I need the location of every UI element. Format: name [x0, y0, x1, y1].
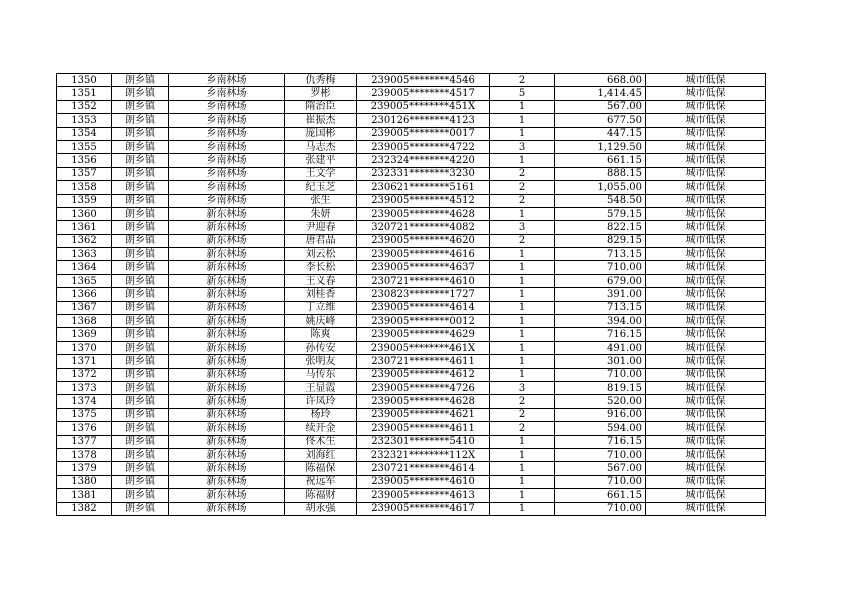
- person-name-cell: 杨玲: [285, 408, 357, 421]
- id-number-cell: 230721********4610: [357, 274, 490, 287]
- forest-farm-cell: 新东林场: [169, 315, 285, 328]
- amount-cell: 710.00: [555, 448, 646, 461]
- row-number-cell: 1377: [57, 435, 112, 448]
- household-size-cell: 1: [490, 341, 555, 354]
- person-name-cell: 罗彬: [285, 87, 357, 100]
- assistance-type-cell: 城市低保: [646, 328, 766, 341]
- person-name-cell: 陈福财: [285, 489, 357, 502]
- household-size-cell: 2: [490, 408, 555, 421]
- town-cell: 朗乡镇: [112, 422, 169, 435]
- household-size-cell: 5: [490, 87, 555, 100]
- person-name-cell: 刘桂香: [285, 288, 357, 301]
- forest-farm-cell: 乡南林场: [169, 74, 285, 87]
- amount-cell: 594.00: [555, 422, 646, 435]
- table-row: [57, 181, 766, 194]
- town-cell: 朗乡镇: [112, 489, 169, 502]
- row-number-cell: 1374: [57, 395, 112, 408]
- town-cell: 朗乡镇: [112, 502, 169, 515]
- household-size-cell: 1: [490, 114, 555, 127]
- table-row: [57, 368, 766, 381]
- household-size-cell: 2: [490, 181, 555, 194]
- amount-cell: 710.00: [555, 475, 646, 488]
- assistance-type-cell: 城市低保: [646, 140, 766, 153]
- id-number-cell: 239005********4616: [357, 248, 490, 261]
- row-number-cell: 1351: [57, 87, 112, 100]
- town-cell: 朗乡镇: [112, 328, 169, 341]
- town-cell: 朗乡镇: [112, 475, 169, 488]
- town-cell: 朗乡镇: [112, 448, 169, 461]
- assistance-type-cell: 城市低保: [646, 315, 766, 328]
- amount-cell: 661.15: [555, 154, 646, 167]
- forest-farm-cell: 新东林场: [169, 462, 285, 475]
- assistance-type-cell: 城市低保: [646, 74, 766, 87]
- amount-cell: 829.15: [555, 234, 646, 247]
- amount-cell: 710.00: [555, 368, 646, 381]
- id-number-cell: 239005********4612: [357, 368, 490, 381]
- assistance-type-cell: 城市低保: [646, 301, 766, 314]
- assistance-type-cell: 城市低保: [646, 448, 766, 461]
- table-row: [57, 435, 766, 448]
- amount-cell: 520.00: [555, 395, 646, 408]
- forest-farm-cell: 新东林场: [169, 435, 285, 448]
- table-row: [57, 87, 766, 100]
- amount-cell: 1,129.50: [555, 140, 646, 153]
- id-number-cell: 239005********4546: [357, 74, 490, 87]
- household-size-cell: 2: [490, 395, 555, 408]
- assistance-type-cell: 城市低保: [646, 274, 766, 287]
- forest-farm-cell: 新东林场: [169, 248, 285, 261]
- assistance-type-cell: 城市低保: [646, 181, 766, 194]
- id-number-cell: 239005********4620: [357, 234, 490, 247]
- assistance-type-cell: 城市低保: [646, 502, 766, 515]
- row-number-cell: 1360: [57, 207, 112, 220]
- forest-farm-cell: 新东林场: [169, 341, 285, 354]
- table-row: [57, 341, 766, 354]
- person-name-cell: 王义春: [285, 274, 357, 287]
- town-cell: 朗乡镇: [112, 154, 169, 167]
- town-cell: 朗乡镇: [112, 167, 169, 180]
- person-name-cell: 隋治臣: [285, 100, 357, 113]
- assistance-type-cell: 城市低保: [646, 221, 766, 234]
- amount-cell: 677.50: [555, 114, 646, 127]
- row-number-cell: 1366: [57, 288, 112, 301]
- row-number-cell: 1364: [57, 261, 112, 274]
- assistance-type-cell: 城市低保: [646, 248, 766, 261]
- id-number-cell: 239005********4613: [357, 489, 490, 502]
- person-name-cell: 刘云松: [285, 248, 357, 261]
- forest-farm-cell: 新东林场: [169, 475, 285, 488]
- table-row: [57, 261, 766, 274]
- town-cell: 朗乡镇: [112, 248, 169, 261]
- household-size-cell: 1: [490, 328, 555, 341]
- row-number-cell: 1352: [57, 100, 112, 113]
- assistance-type-cell: 城市低保: [646, 234, 766, 247]
- row-number-cell: 1361: [57, 221, 112, 234]
- amount-cell: 713.15: [555, 248, 646, 261]
- table-row: [57, 462, 766, 475]
- forest-farm-cell: 新东林场: [169, 207, 285, 220]
- amount-cell: 301.00: [555, 355, 646, 368]
- person-name-cell: 王文学: [285, 167, 357, 180]
- household-size-cell: 1: [490, 502, 555, 515]
- person-name-cell: 续开金: [285, 422, 357, 435]
- person-name-cell: 庞国彬: [285, 127, 357, 140]
- amount-cell: 716.15: [555, 435, 646, 448]
- forest-farm-cell: 乡南林场: [169, 100, 285, 113]
- row-number-cell: 1372: [57, 368, 112, 381]
- household-size-cell: 1: [490, 301, 555, 314]
- id-number-cell: 230126********4123: [357, 114, 490, 127]
- household-size-cell: 1: [490, 448, 555, 461]
- person-name-cell: 王显霞: [285, 381, 357, 394]
- forest-farm-cell: 新东林场: [169, 489, 285, 502]
- amount-cell: 710.00: [555, 261, 646, 274]
- town-cell: 朗乡镇: [112, 127, 169, 140]
- id-number-cell: 239005********4628: [357, 207, 490, 220]
- forest-farm-cell: 新东林场: [169, 408, 285, 421]
- row-number-cell: 1363: [57, 248, 112, 261]
- forest-farm-cell: 乡南林场: [169, 154, 285, 167]
- forest-farm-cell: 新东林场: [169, 422, 285, 435]
- person-name-cell: 张生: [285, 194, 357, 207]
- assistance-type-cell: 城市低保: [646, 408, 766, 421]
- table-row: [57, 74, 766, 87]
- person-name-cell: 张建平: [285, 154, 357, 167]
- amount-cell: 916.00: [555, 408, 646, 421]
- household-size-cell: 2: [490, 194, 555, 207]
- id-number-cell: 239005********0017: [357, 127, 490, 140]
- forest-farm-cell: 新东林场: [169, 368, 285, 381]
- table-row: [57, 475, 766, 488]
- person-name-cell: 张明友: [285, 355, 357, 368]
- town-cell: 朗乡镇: [112, 114, 169, 127]
- town-cell: 朗乡镇: [112, 181, 169, 194]
- household-size-cell: 3: [490, 140, 555, 153]
- town-cell: 朗乡镇: [112, 301, 169, 314]
- row-number-cell: 1376: [57, 422, 112, 435]
- id-number-cell: 230721********4611: [357, 355, 490, 368]
- id-number-cell: 230721********4614: [357, 462, 490, 475]
- person-name-cell: 仇秀梅: [285, 74, 357, 87]
- id-number-cell: 239005********4517: [357, 87, 490, 100]
- person-name-cell: 陈福保: [285, 462, 357, 475]
- id-number-cell: 239005********4621: [357, 408, 490, 421]
- amount-cell: 668.00: [555, 74, 646, 87]
- id-number-cell: 239005********4629: [357, 328, 490, 341]
- household-size-cell: 1: [490, 355, 555, 368]
- household-size-cell: 1: [490, 127, 555, 140]
- forest-farm-cell: 新东林场: [169, 301, 285, 314]
- row-number-cell: 1353: [57, 114, 112, 127]
- forest-farm-cell: 乡南林场: [169, 140, 285, 153]
- id-number-cell: 239005********4610: [357, 475, 490, 488]
- table-row: [57, 114, 766, 127]
- forest-farm-cell: 新东林场: [169, 395, 285, 408]
- forest-farm-cell: 新东林场: [169, 381, 285, 394]
- household-size-cell: 1: [490, 315, 555, 328]
- amount-cell: 447.15: [555, 127, 646, 140]
- id-number-cell: 230621********5161: [357, 181, 490, 194]
- household-size-cell: 2: [490, 74, 555, 87]
- person-name-cell: 尹迎春: [285, 221, 357, 234]
- id-number-cell: 232331********3230: [357, 167, 490, 180]
- household-size-cell: 1: [490, 274, 555, 287]
- town-cell: 朗乡镇: [112, 315, 169, 328]
- id-number-cell: 239005********4637: [357, 261, 490, 274]
- household-size-cell: 2: [490, 422, 555, 435]
- table-row: [57, 100, 766, 113]
- household-size-cell: 1: [490, 248, 555, 261]
- table-row: [57, 194, 766, 207]
- town-cell: 朗乡镇: [112, 435, 169, 448]
- amount-cell: 548.50: [555, 194, 646, 207]
- forest-farm-cell: 新东林场: [169, 261, 285, 274]
- town-cell: 朗乡镇: [112, 74, 169, 87]
- table-row: [57, 355, 766, 368]
- table-row: [57, 502, 766, 515]
- household-size-cell: 1: [490, 100, 555, 113]
- id-number-cell: 239005********4726: [357, 381, 490, 394]
- assistance-type-cell: 城市低保: [646, 207, 766, 220]
- forest-farm-cell: 乡南林场: [169, 181, 285, 194]
- table-row: [57, 315, 766, 328]
- forest-farm-cell: 新东林场: [169, 221, 285, 234]
- town-cell: 朗乡镇: [112, 408, 169, 421]
- person-name-cell: 陈爽: [285, 328, 357, 341]
- assistance-type-cell: 城市低保: [646, 395, 766, 408]
- forest-farm-cell: 新东林场: [169, 274, 285, 287]
- household-size-cell: 3: [490, 381, 555, 394]
- row-number-cell: 1375: [57, 408, 112, 421]
- id-number-cell: 239005********461X: [357, 341, 490, 354]
- person-name-cell: 佟术生: [285, 435, 357, 448]
- assistance-type-cell: 城市低保: [646, 368, 766, 381]
- person-name-cell: 朱妍: [285, 207, 357, 220]
- household-size-cell: 1: [490, 462, 555, 475]
- table-row: [57, 167, 766, 180]
- town-cell: 朗乡镇: [112, 341, 169, 354]
- row-number-cell: 1367: [57, 301, 112, 314]
- table-row: [57, 207, 766, 220]
- row-number-cell: 1358: [57, 181, 112, 194]
- forest-farm-cell: 新东林场: [169, 328, 285, 341]
- assistance-type-cell: 城市低保: [646, 462, 766, 475]
- assistance-type-cell: 城市低保: [646, 381, 766, 394]
- row-number-cell: 1379: [57, 462, 112, 475]
- amount-cell: 1,414.45: [555, 87, 646, 100]
- assistance-type-cell: 城市低保: [646, 489, 766, 502]
- row-number-cell: 1370: [57, 341, 112, 354]
- amount-cell: 391.00: [555, 288, 646, 301]
- id-number-cell: 230823********1727: [357, 288, 490, 301]
- id-number-cell: 239005********4628: [357, 395, 490, 408]
- amount-cell: 567.00: [555, 462, 646, 475]
- table-row: [57, 408, 766, 421]
- id-number-cell: 232324********4220: [357, 154, 490, 167]
- assistance-type-cell: 城市低保: [646, 288, 766, 301]
- assistance-type-cell: 城市低保: [646, 475, 766, 488]
- household-size-cell: 1: [490, 489, 555, 502]
- id-number-cell: 232321********112X: [357, 448, 490, 461]
- town-cell: 朗乡镇: [112, 462, 169, 475]
- assistance-type-cell: 城市低保: [646, 261, 766, 274]
- town-cell: 朗乡镇: [112, 395, 169, 408]
- row-number-cell: 1382: [57, 502, 112, 515]
- id-number-cell: 239005********4512: [357, 194, 490, 207]
- forest-farm-cell: 乡南林场: [169, 194, 285, 207]
- row-number-cell: 1365: [57, 274, 112, 287]
- table-row: [57, 422, 766, 435]
- forest-farm-cell: 乡南林场: [169, 127, 285, 140]
- person-name-cell: 胡永强: [285, 502, 357, 515]
- household-size-cell: 3: [490, 221, 555, 234]
- town-cell: 朗乡镇: [112, 207, 169, 220]
- household-size-cell: 1: [490, 288, 555, 301]
- household-size-cell: 1: [490, 207, 555, 220]
- row-number-cell: 1380: [57, 475, 112, 488]
- forest-farm-cell: 新东林场: [169, 355, 285, 368]
- amount-cell: 819.15: [555, 381, 646, 394]
- row-number-cell: 1362: [57, 234, 112, 247]
- person-name-cell: 唐君晶: [285, 234, 357, 247]
- town-cell: 朗乡镇: [112, 100, 169, 113]
- id-number-cell: 232301********5410: [357, 435, 490, 448]
- amount-cell: 713.15: [555, 301, 646, 314]
- amount-cell: 567.00: [555, 100, 646, 113]
- assistance-type-cell: 城市低保: [646, 422, 766, 435]
- table-row: [57, 154, 766, 167]
- person-name-cell: 祝远军: [285, 475, 357, 488]
- town-cell: 朗乡镇: [112, 87, 169, 100]
- assistance-type-cell: 城市低保: [646, 435, 766, 448]
- table-row: [57, 140, 766, 153]
- town-cell: 朗乡镇: [112, 368, 169, 381]
- assistance-table: [56, 73, 766, 516]
- town-cell: 朗乡镇: [112, 140, 169, 153]
- person-name-cell: 马传东: [285, 368, 357, 381]
- person-name-cell: 丁立维: [285, 301, 357, 314]
- person-name-cell: 马志杰: [285, 140, 357, 153]
- assistance-type-cell: 城市低保: [646, 355, 766, 368]
- town-cell: 朗乡镇: [112, 288, 169, 301]
- person-name-cell: 崔振杰: [285, 114, 357, 127]
- table-row: [57, 221, 766, 234]
- table-row: [57, 274, 766, 287]
- table-body: [57, 74, 766, 516]
- person-name-cell: 许凤玲: [285, 395, 357, 408]
- table-row: [57, 301, 766, 314]
- id-number-cell: 239005********4722: [357, 140, 490, 153]
- amount-cell: 661.15: [555, 489, 646, 502]
- id-number-cell: 239005********451X: [357, 100, 490, 113]
- household-size-cell: 1: [490, 368, 555, 381]
- assistance-type-cell: 城市低保: [646, 154, 766, 167]
- table-row: [57, 288, 766, 301]
- table-row: [57, 127, 766, 140]
- forest-farm-cell: 新东林场: [169, 448, 285, 461]
- row-number-cell: 1350: [57, 74, 112, 87]
- id-number-cell: 239005********4611: [357, 422, 490, 435]
- household-size-cell: 2: [490, 167, 555, 180]
- forest-farm-cell: 乡南林场: [169, 114, 285, 127]
- assistance-type-cell: 城市低保: [646, 114, 766, 127]
- amount-cell: 1,055.00: [555, 181, 646, 194]
- table-row: [57, 328, 766, 341]
- amount-cell: 394.00: [555, 315, 646, 328]
- amount-cell: 888.15: [555, 167, 646, 180]
- amount-cell: 579.15: [555, 207, 646, 220]
- amount-cell: 679.00: [555, 274, 646, 287]
- town-cell: 朗乡镇: [112, 194, 169, 207]
- forest-farm-cell: 新东林场: [169, 288, 285, 301]
- row-number-cell: 1359: [57, 194, 112, 207]
- table-row: [57, 448, 766, 461]
- row-number-cell: 1368: [57, 315, 112, 328]
- person-name-cell: 李长松: [285, 261, 357, 274]
- row-number-cell: 1381: [57, 489, 112, 502]
- id-number-cell: 320721********4082: [357, 221, 490, 234]
- id-number-cell: 239005********4617: [357, 502, 490, 515]
- row-number-cell: 1356: [57, 154, 112, 167]
- amount-cell: 822.15: [555, 221, 646, 234]
- household-size-cell: 1: [490, 154, 555, 167]
- town-cell: 朗乡镇: [112, 221, 169, 234]
- person-name-cell: 刘海红: [285, 448, 357, 461]
- table-row: [57, 381, 766, 394]
- forest-farm-cell: 乡南林场: [169, 167, 285, 180]
- household-size-cell: 1: [490, 435, 555, 448]
- table-row: [57, 248, 766, 261]
- row-number-cell: 1373: [57, 381, 112, 394]
- amount-cell: 491.00: [555, 341, 646, 354]
- table-row: [57, 489, 766, 502]
- assistance-type-cell: 城市低保: [646, 87, 766, 100]
- person-name-cell: 纪玉芝: [285, 181, 357, 194]
- assistance-type-cell: 城市低保: [646, 167, 766, 180]
- table-row: [57, 234, 766, 247]
- town-cell: 朗乡镇: [112, 355, 169, 368]
- row-number-cell: 1369: [57, 328, 112, 341]
- household-size-cell: 1: [490, 261, 555, 274]
- forest-farm-cell: 乡南林场: [169, 87, 285, 100]
- row-number-cell: 1371: [57, 355, 112, 368]
- table-row: [57, 395, 766, 408]
- id-number-cell: 239005********0012: [357, 315, 490, 328]
- row-number-cell: 1355: [57, 140, 112, 153]
- household-size-cell: 1: [490, 475, 555, 488]
- assistance-type-cell: 城市低保: [646, 100, 766, 113]
- row-number-cell: 1354: [57, 127, 112, 140]
- town-cell: 朗乡镇: [112, 234, 169, 247]
- amount-cell: 716.15: [555, 328, 646, 341]
- town-cell: 朗乡镇: [112, 381, 169, 394]
- household-size-cell: 2: [490, 234, 555, 247]
- id-number-cell: 239005********4614: [357, 301, 490, 314]
- row-number-cell: 1378: [57, 448, 112, 461]
- assistance-type-cell: 城市低保: [646, 341, 766, 354]
- town-cell: 朗乡镇: [112, 274, 169, 287]
- person-name-cell: 孙传安: [285, 341, 357, 354]
- person-name-cell: 姚庆峰: [285, 315, 357, 328]
- assistance-type-cell: 城市低保: [646, 127, 766, 140]
- row-number-cell: 1357: [57, 167, 112, 180]
- town-cell: 朗乡镇: [112, 261, 169, 274]
- assistance-type-cell: 城市低保: [646, 194, 766, 207]
- forest-farm-cell: 新东林场: [169, 502, 285, 515]
- forest-farm-cell: 新东林场: [169, 234, 285, 247]
- amount-cell: 710.00: [555, 502, 646, 515]
